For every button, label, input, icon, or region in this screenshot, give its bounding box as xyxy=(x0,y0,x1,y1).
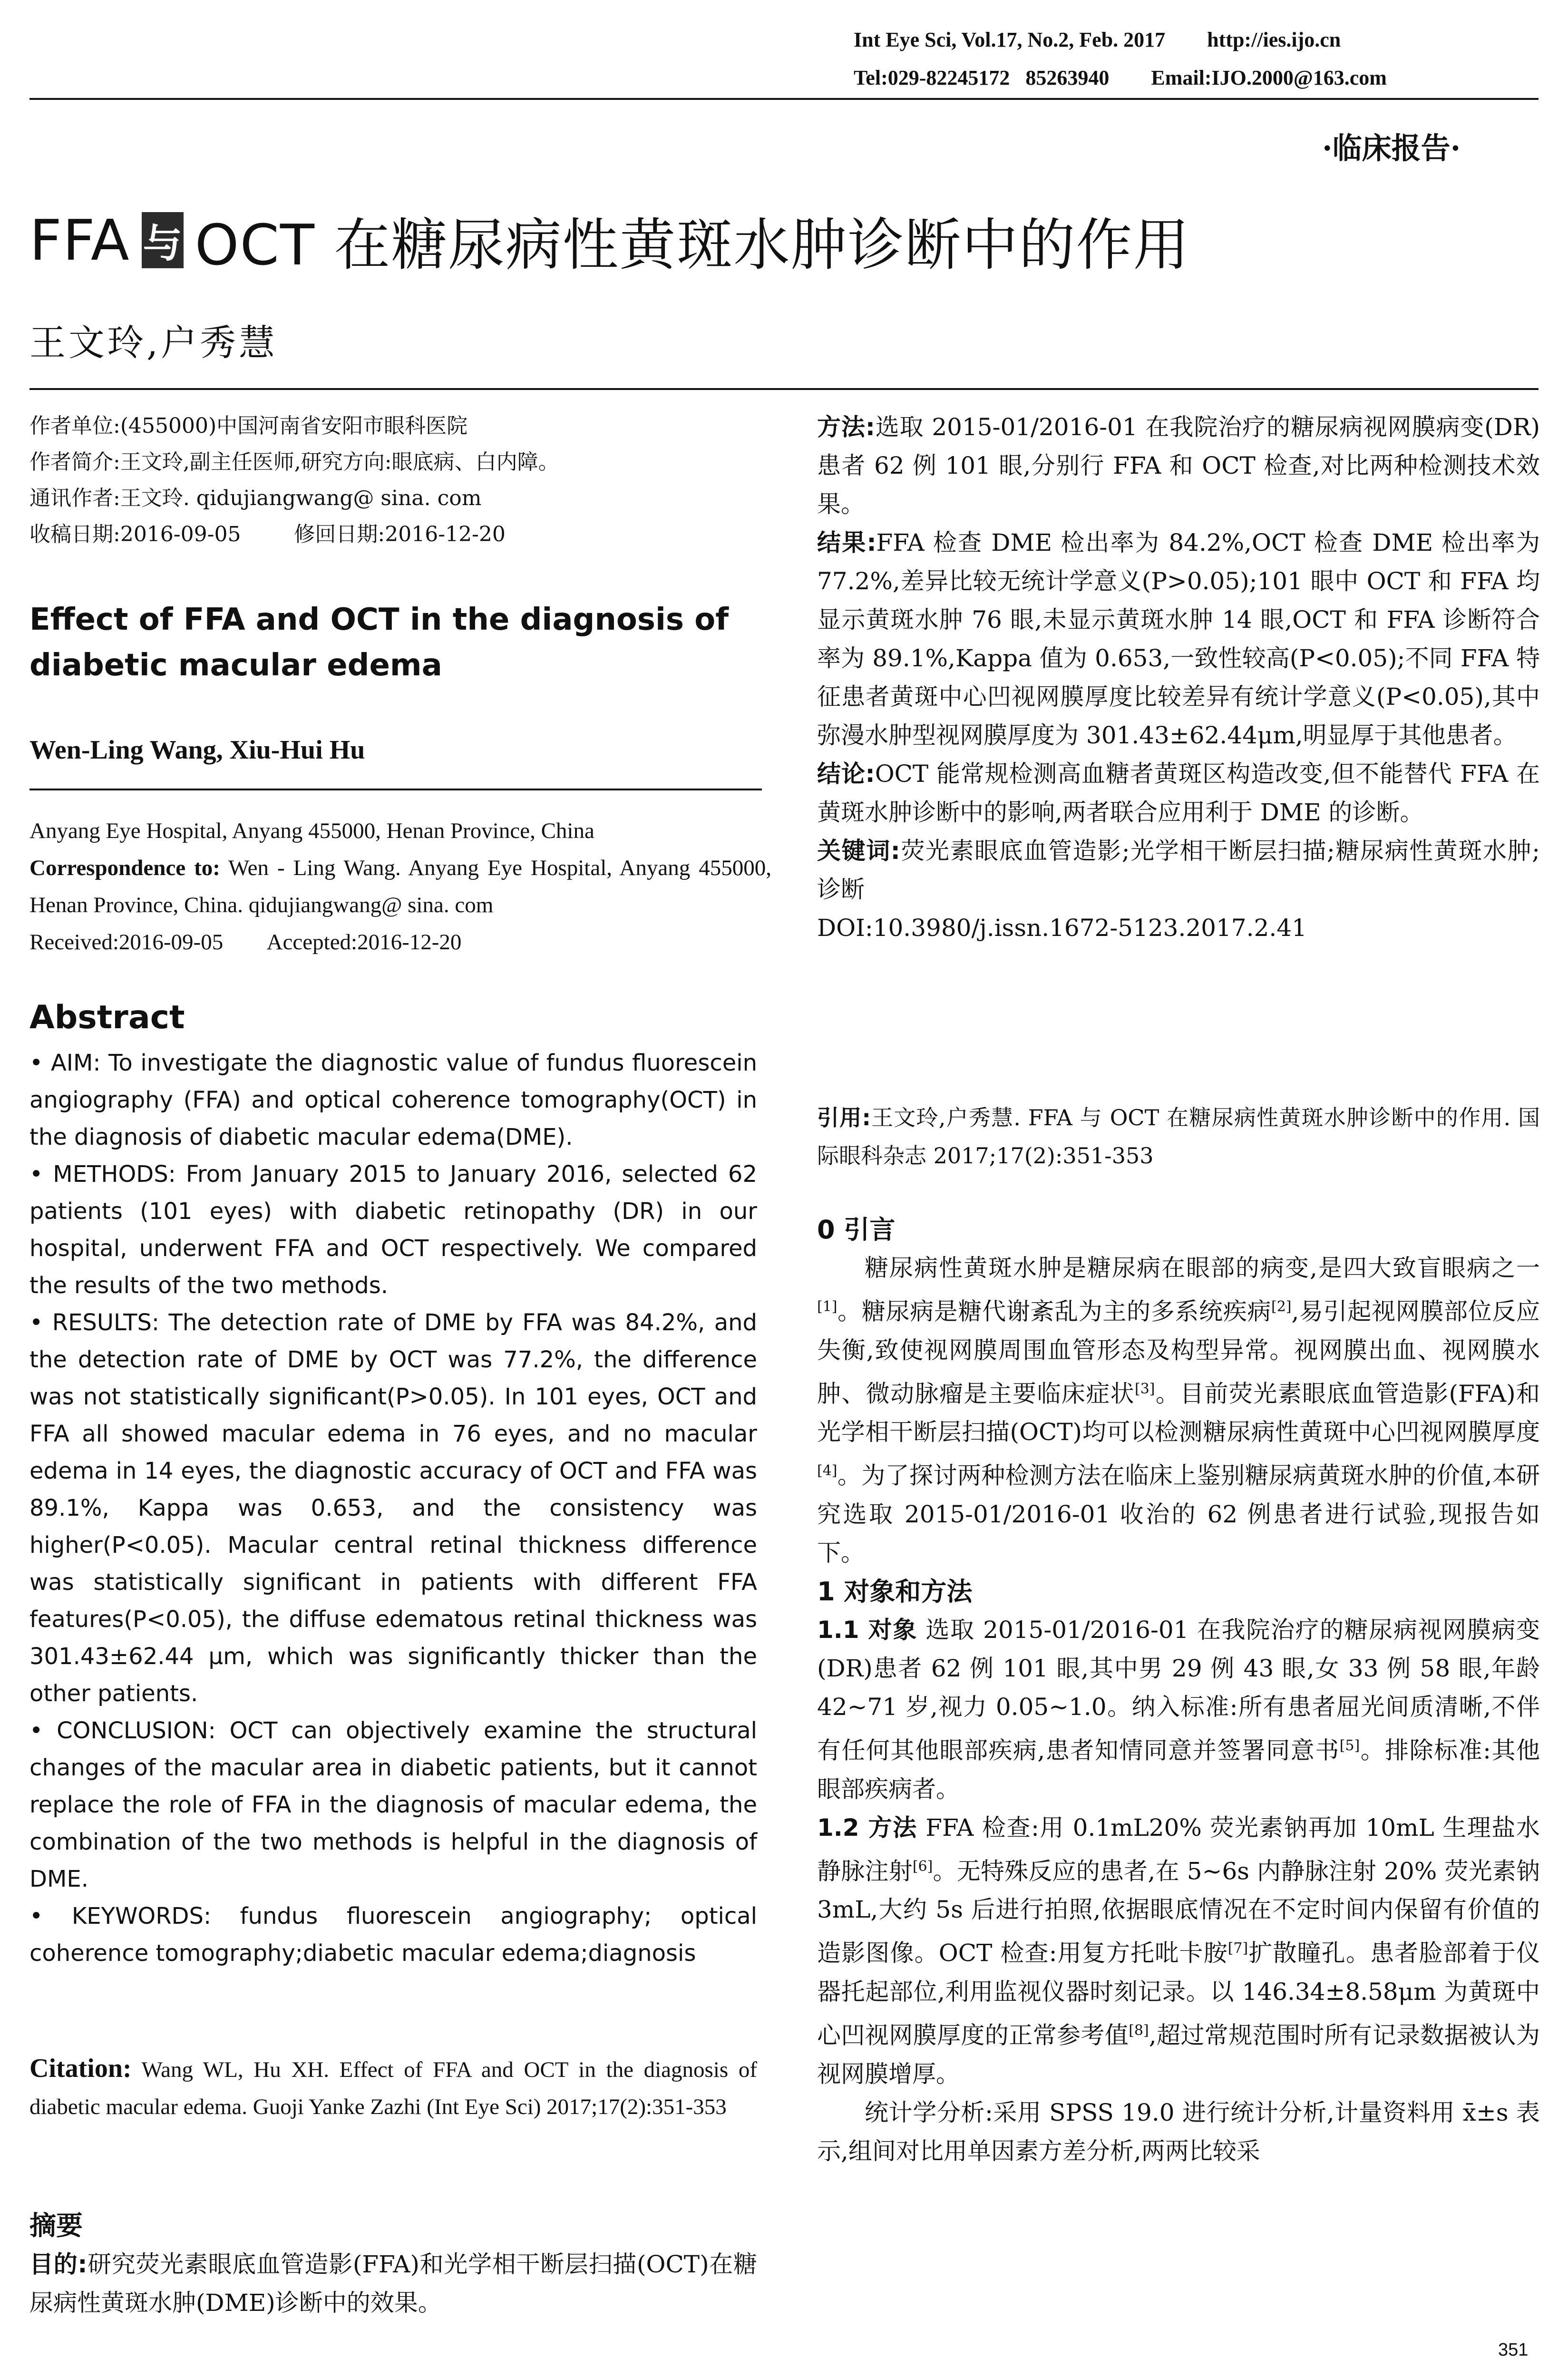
section-tag: ·临床报告· xyxy=(1322,131,1461,166)
zh-conclusion: 结论:OCT 能常规检测高血糖者黄斑区构造改变,但不能替代 FFA 在黄斑水肿诊断中的影响,两者联合应用利于 DME 的诊断。 xyxy=(817,760,1540,826)
methods-heading: 1 对象和方法 xyxy=(817,1576,973,1607)
zh-aim: 目的:研究荧光素眼底血管造影(FFA)和光学相干断层扫描(OCT)在糖尿病性黄斑水肿(DME)诊断中的效果。 xyxy=(29,2250,757,2317)
cite-cn xyxy=(817,1099,1540,1175)
english-correspondence xyxy=(29,849,771,924)
body-text xyxy=(817,1210,1540,2171)
ref-8: [8] xyxy=(1129,2022,1149,2039)
cite-cn-label: 引用: xyxy=(817,1105,871,1130)
ref-2: [2] xyxy=(1271,1298,1292,1315)
zh-abstract-start xyxy=(29,2207,757,2322)
page-number: 351 xyxy=(1498,2340,1529,2360)
english-meta xyxy=(29,812,771,961)
authors-rule xyxy=(29,388,1539,390)
correspondence-label: Correspondence to: xyxy=(29,856,220,880)
running-header-line2: Tel:029-82245172 85263940 Email:IJO.2000@163.com xyxy=(854,66,1387,89)
title-part2: OCT 在糖尿病性黄斑水肿诊断中的作用 xyxy=(195,212,1190,278)
abstract-heading: Abstract xyxy=(29,999,185,1036)
title-part1: FFA xyxy=(29,207,130,273)
ref-4: [4] xyxy=(817,1462,838,1480)
english-title: Effect of FFA and OCT in the diagnosis of diabetic macular edema xyxy=(29,602,729,683)
authors-cn: 王文玲,户秀慧 xyxy=(29,321,278,364)
subjects-paragraph: 1.1 对象 选取 2015-01/2016-01 在我院治疗的糖尿病视网膜病变(DR)患者 62 例 101 眼,其中男 29 例 43 眼,女 33 例 58 眼,年龄 42~71 岁,视力 0.05~1.0。纳入标准:所有患者屈光间质清晰,不伴有任何其他眼部疾病,患者知情同意并签署同意书[5]。排除标准:其他眼部疾病者。 xyxy=(817,1616,1540,1803)
zh-doi: DOI:10.3980/j.issn.1672-5123.2017.2.41 xyxy=(817,914,1307,942)
english-affiliation: Anyang Eye Hospital, Anyang 455000, Henan Province, China xyxy=(29,818,594,843)
intro-heading: 0 引言 xyxy=(817,1215,896,1245)
author-info-cn xyxy=(29,408,771,553)
abstract-results: • RESULTS: The detection rate of DME by FFA was 84.2%, and the detection rate of DME by OCT was 77.2%, the difference was not statistically significant(P>0.05). In 101 eyes, OCT and FFA all showed macular edema in 76 eyes, and no macular edema in 14 eyes, the diagnostic accuracy of OCT and FFA was 89.1%, Kappa was 0.653, and the consistency was higher(P<0.05). Macular central retinal thickness difference was statistically significant in patients with different FFA features(P<0.05), the diffuse edematous retinal thickness was 301.43±62.44 μm, which was significantly thicker than the other patients. xyxy=(29,1309,757,1707)
zh-methods: 方法:选取 2015-01/2016-01 在我院治疗的糖尿病视网膜病变(DR)患者 62 例 101 眼,分别行 FFA 和 OCT 检查,对比两种检测技术效果。 xyxy=(817,413,1540,518)
abstract-keywords: • KEYWORDS: fundus fluorescein angiography; optical coherence tomography;diabetic macular edema;diagnosis xyxy=(29,1903,757,1967)
abstract-conclusion: • CONCLUSION: OCT can objectively examine the structural changes of the macular area in diabetic patients, but it cannot replace the role of FFA in the diagnosis of macular edema, the combination of the two methods is helpful in the diagnosis of DME. xyxy=(29,1717,757,1892)
citation-label: Citation: xyxy=(29,2054,132,2083)
abstract-methods: • METHODS: From January 2015 to January 2016, selected 62 patients (101 eyes) with diabetic retinopathy (DR) in our hospital, underwent FFA and OCT respectively. We compared the results of the two methods. xyxy=(29,1161,757,1299)
zh-abstract-heading: 摘要 xyxy=(29,2211,83,2241)
title-connector-box: 与 xyxy=(142,212,184,268)
ref-7: [7] xyxy=(1227,1940,1248,1957)
ref-5: [5] xyxy=(1339,1737,1360,1754)
article-title xyxy=(29,200,1190,281)
methods-paragraph: 1.2 方法 FFA 检查:用 0.1mL20% 荧光素钠再加 10mL 生理盐水静脉注射[6]。无特殊反应的患者,在 5~6s 内静脉注射 20% 荧光素钠 3mL,大约 5s 后进行拍照,依据眼底情况在不定时间内保留有价值的造影图像。OCT 检查:用复方托吡卡胺[7]扩散瞳孔。患者脸部着于仪器托起部位,利用监视仪器时刻记录。以 146.34±8.58μm 为黄斑中心凹视网膜厚度的正常参考值[8],超过常规范围时所有记录数据被认为视网膜增厚。 xyxy=(817,1813,1540,2088)
zh-abstract-continued xyxy=(817,408,1540,947)
zh-keywords: 关键词:荧光素眼底血管造影;光学相干断层扫描;糖尿病性黄斑水肿;诊断 xyxy=(817,837,1540,903)
abstract-body xyxy=(29,1044,757,1972)
zh-results: 结果:FFA 检查 DME 检出率为 84.2%,OCT 检查 DME 检出率为 77.2%,差异比较无统计学意义(P>0.05);101 眼中 OCT 和 FFA 均显示黄斑水肿 76 眼,未显示黄斑水肿 14 眼,OCT 和 FFA 诊断符合率为 89.1%,Kappa 值为 0.653,一致性较高(P<0.05);不同 FFA 特征患者黄斑中心凹视网膜厚度比较差异有统计学意义(P<0.05),其中弥漫水肿型视网膜厚度为 301.43±62.44μm,明显厚于其他患者。 xyxy=(817,529,1540,749)
abstract-aim: • AIM: To investigate the diagnostic value of fundus fluorescein angiography (FFA) and optical coherence tomography(OCT) in the diagnosis of diabetic macular edema(DME). xyxy=(29,1050,757,1150)
cite-cn-text: 王文玲,户秀慧. FFA 与 OCT 在糖尿病性黄斑水肿诊断中的作用. 国际眼科杂志 2017;17(2):351-353 xyxy=(817,1105,1540,1169)
ref-3: [3] xyxy=(1134,1380,1155,1397)
correspondence-cn: 通讯作者:王文玲. qidujiangwang@ sina. com xyxy=(29,486,482,510)
affiliation-cn: 作者单位:(455000)中国河南省安阳市眼科医院 xyxy=(29,414,468,438)
ref-6: [6] xyxy=(912,1858,933,1875)
ref-1: [1] xyxy=(817,1298,838,1315)
stats-paragraph: 统计学分析:采用 SPSS 19.0 进行统计分析,计量资料用 x̄±s 表示,组间对比用单因素方差分析,两两比较采 xyxy=(817,2098,1540,2165)
dates-cn: 收稿日期:2016-09-05 修回日期:2016-12-20 xyxy=(29,522,506,546)
author-bio-cn: 作者简介:王文玲,副主任医师,研究方向:眼底病、白内障。 xyxy=(29,450,559,474)
correspondence-text: Wen - Ling Wang. Anyang Eye Hospital, Anyang 455000, Henan Province, China. qidujiangwang@ sina. com xyxy=(29,856,771,917)
citation-text: Wang WL, Hu XH. Effect of FFA and OCT in the diagnosis of diabetic macular edema. Guoji Yanke Zazhi (Int Eye Sci) 2017;17(2):351-353 xyxy=(29,2057,757,2119)
english-authors: Wen-Ling Wang, Xiu-Hui Hu xyxy=(29,735,365,765)
header-rule xyxy=(29,98,1539,100)
intro-paragraph: 糖尿病性黄斑水肿是糖尿病在眼部的病变,是四大致盲眼病之一[1]。糖尿病是糖代谢紊乱为主的多系统疾病[2],易引起视网膜部位反应失衡,致使视网膜周围血管形态及构型异常。视网膜出血、视网膜水肿、微动脉瘤是主要临床症状[3]。目前荧光素眼底血管造影(FFA)和光学相干断层扫描(OCT)均可以检测糖尿病性黄斑中心凹视网膜厚度[4]。为了探讨两种检测方法在临床上鉴别糖尿病黄斑水肿的价值,本研究选取 2015-01/2016-01 收治的 62 例患者进行试验,现报告如下。 xyxy=(817,1254,1540,1567)
citation xyxy=(29,2050,757,2125)
english-dates: Received:2016-09-05 Accepted:2016-12-20 xyxy=(29,930,462,955)
running-header-line1: Int Eye Sci, Vol.17, No.2, Feb. 2017 http://ies.ijo.cn xyxy=(854,28,1341,51)
english-authors-rule xyxy=(29,789,762,790)
